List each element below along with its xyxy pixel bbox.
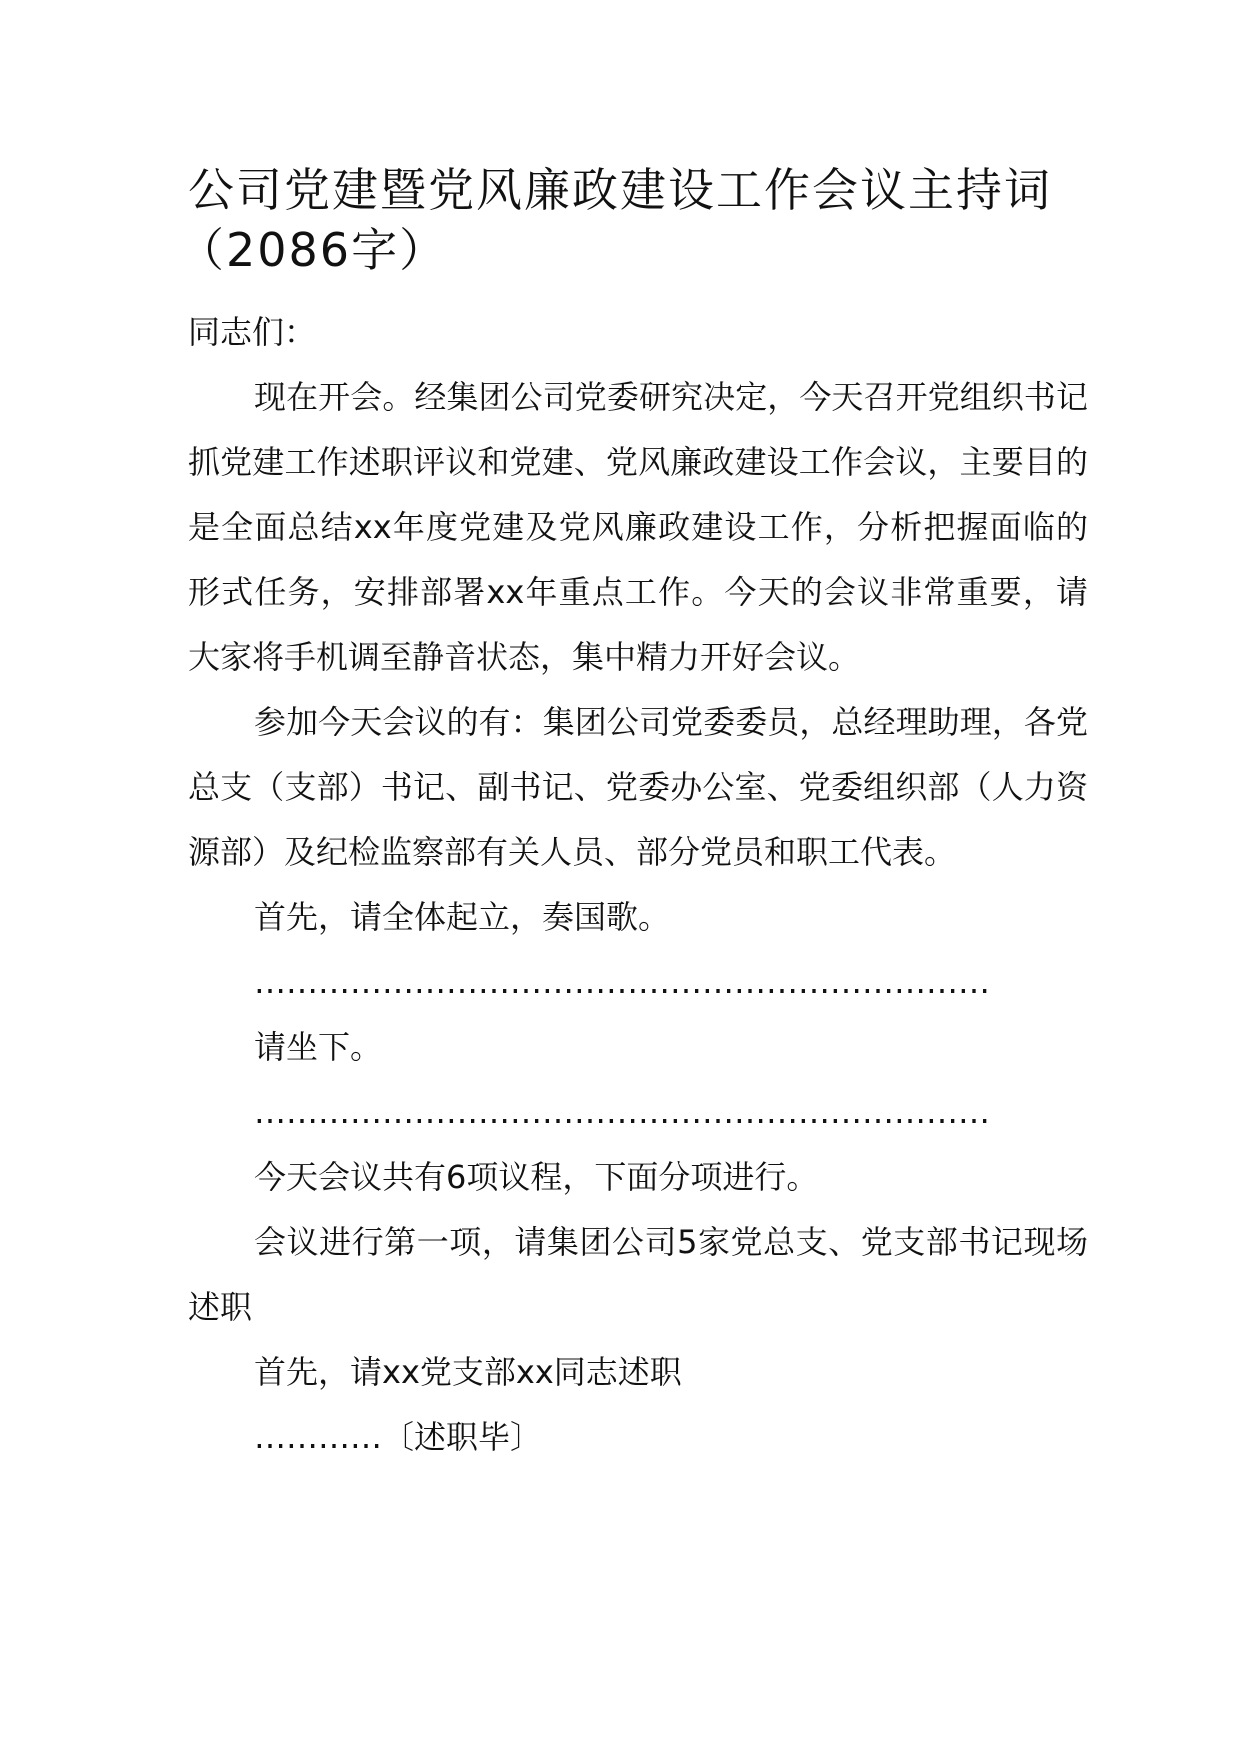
paragraph-attendees: 参加今天会议的有：集团公司党委委员，总经理助理，各党总支（支部）书记、副书记、党委办公室、党委组织部（人力资源部）及纪检监察部有关人员、部分党员和职工代表。 [188,703,1088,871]
paragraph-speech-end: …………〔述职毕〕 [254,1418,543,1456]
document-body [188,300,1088,1470]
paragraph-sit-down: 请坐下。 [254,1028,383,1066]
paragraph-item-one: 会议进行第一项，请集团公司5家党总支、党支部书记现场述职 [188,1223,1088,1326]
salutation: 同志们： [188,313,317,351]
dotted-separator-1: …………………………………………………………… [254,963,990,1001]
title-word-count: （2086字） [178,223,448,277]
title-main: 公司党建暨党风廉政建设工作会议主持词 [188,163,1052,217]
paragraph-agenda: 今天会议共有6项议程，下面分项进行。 [254,1158,819,1196]
dotted-separator-2: …………………………………………………………… [254,1093,990,1131]
paragraph-first-speaker: 首先，请xx党支部xx同志述职 [254,1353,682,1391]
paragraph-opening: 现在开会。经集团公司党委研究决定，今天召开党组织书记抓党建工作述职评议和党建、党风廉政建设工作会议，主要目的是全面总结xx年度党建及党风廉政建设工作，分析把握面临的形式任务，安排部署xx年重点工作。今天的会议非常重要，请大家将手机调至静音状态，集中精力开好会议。 [188,378,1088,676]
document-title [178,160,1088,280]
paragraph-anthem: 首先，请全体起立，奏国歌。 [254,898,671,936]
